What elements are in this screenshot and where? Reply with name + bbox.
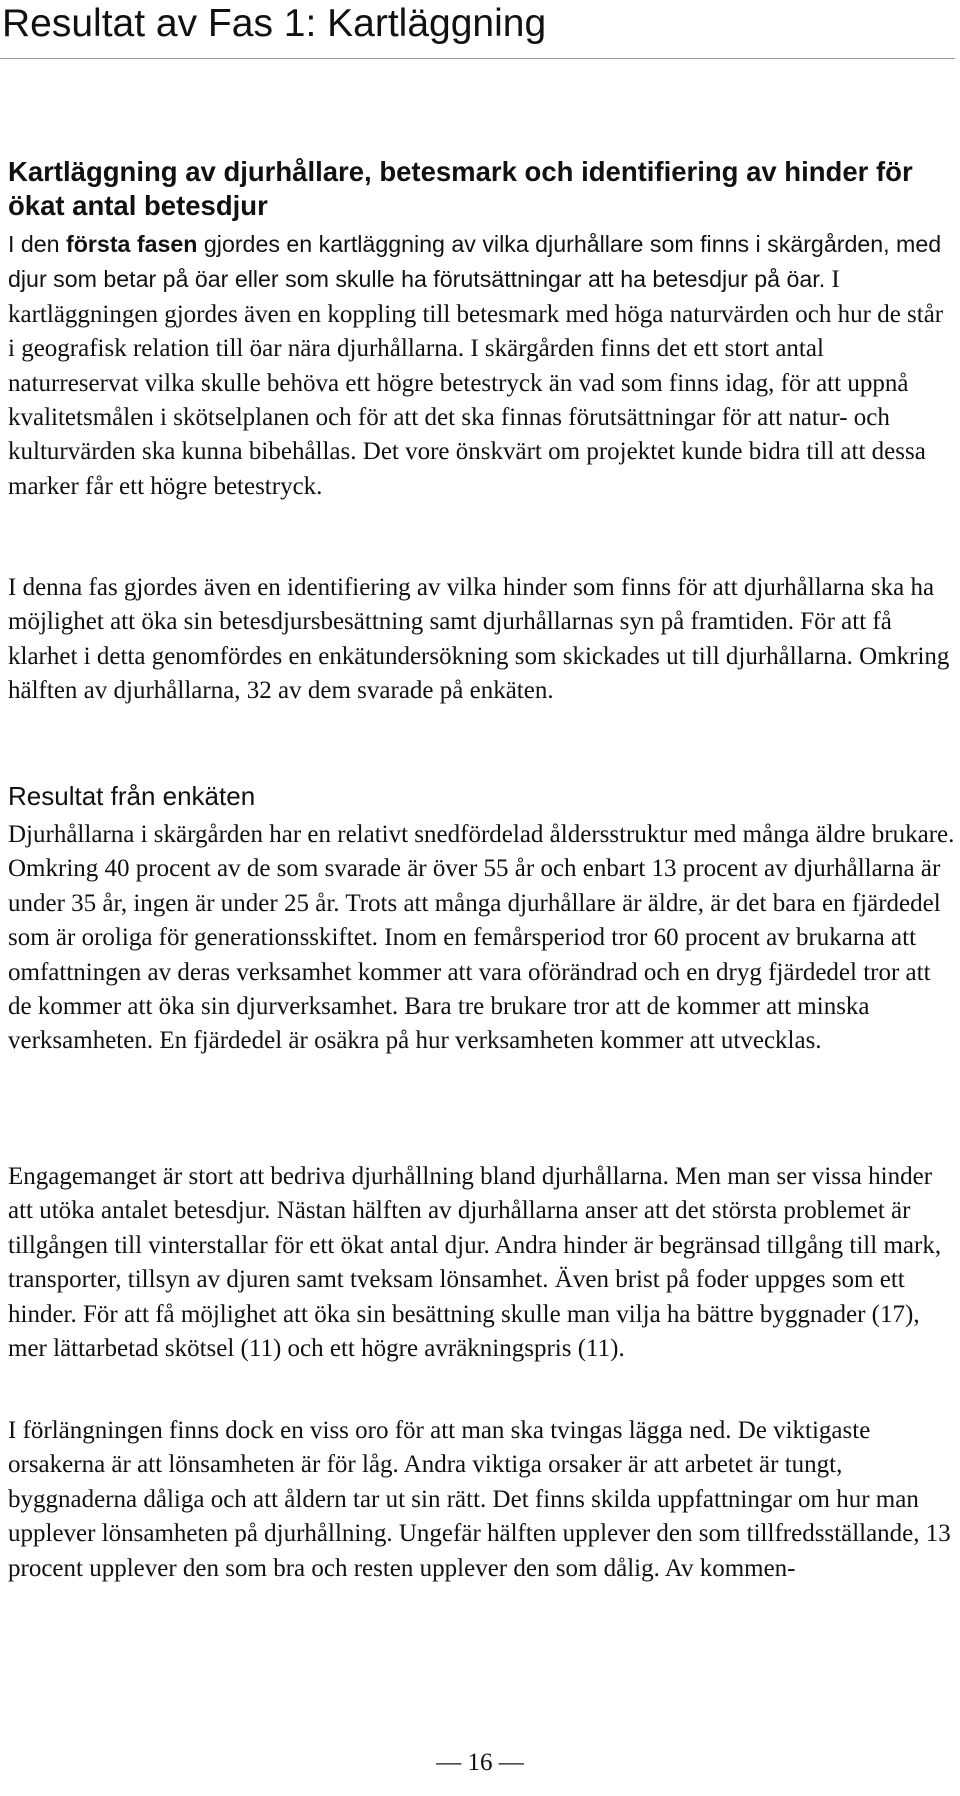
paragraph-1-emphasis: första fasen: [66, 231, 198, 257]
paragraph-2: I denna fas gjordes även en identifiering av vilka hinder som finns för att djurhållarna ska ha möjlighet att öka sin betesdjursbesättning samt djurhållarnas syn på framtiden. För att få klarhet i detta genomfördes en enkätundersökning som skickades ut till djurhållarna. Omkring hälften av djurhållarna, 32 av dem svarade på enkäten.: [8, 574, 950, 705]
paragraph-4: Engagemanget är stort att bedriva djurhållning bland djurhållarna. Men man ser vissa hinder att utöka antalet betesdjur. Nästan hälften av djurhållarna anser att det största problemet är tillgången till vinterstallar för ett ökat antal djur. Andra hinder är begränsad tillgång till mark, transporter, tillsyn av djuren samt tveksam lönsamhet. Även brist på foder uppges som ett hinder. För att få möjlighet att öka sin besättning skulle man vilja ha bättre byggnader (17), mer lättarbetad skötsel (11) och ett högre avräkningspris (11).: [8, 1163, 942, 1363]
page-title: Resultat av Fas 1: Kartläggning: [2, 2, 547, 45]
title-divider: [0, 58, 955, 59]
subheading-survey-results: Resultat från enkäten: [8, 781, 256, 811]
paragraph-1-lead: I den: [8, 231, 67, 257]
paragraph-1: [8, 227, 956, 504]
paragraph-1-serif-text: I kartläggningen gjordes även en koppling till betesmark med höga naturvärden och hur de står i geografisk relation till öar nära djurhållarna. I skärgården finns det ett stort antal naturreservat vilka skulle behöva ett högre betestryck än vad som finns idag, för att uppnå kvalitetsmålen i skötselplanen och för att det ska finnas förutsättningar för att natur- och kulturvärden ska kunna bibehållas. Det vore önskvärt om projektet kunde bidra till att dessa marker får ett högre betestryck.: [8, 266, 944, 500]
paragraph-1-sans-text: gjordes en kartläggning av vilka djurhållare som finns i skärgården, med djur som betar på öar eller som skulle ha förutsättningar att ha betesdjur på öar.: [8, 231, 942, 293]
section-heading: Kartläggning av djurhållare, betesmark och identifiering av hinder för ökat antal betesdjur: [8, 156, 913, 221]
page-number: — 16 —: [436, 1749, 524, 1776]
paragraph-3: Djurhållarna i skärgården har en relativt snedfördelad åldersstruktur med många äldre brukare. Omkring 40 procent av de som svarade är över 55 år och enbart 13 procent av djurhållarna är under 35 år, ingen är under 25 år. Trots att många djurhållare är äldre, är det bara en fjärdedel som är oroliga för generationsskiftet. Inom en femårsperiod tror 60 procent av brukarna att omfattningen av deras verksamhet kommer att vara oförändrad och en dryg fjärdedel tror att de kommer att öka sin djurverksamhet. Bara tre brukare tror att de kommer att minska verksamheten. En fjärdedel är osäkra på hur verksamheten kommer att utvecklas.: [8, 821, 955, 1055]
paragraph-5: I förlängningen finns dock en viss oro för att man ska tvingas lägga ned. De viktigaste orsakerna är att lönsamheten är för låg. Andra viktiga orsaker är att arbetet är tungt, byggnaderna dåliga och att åldern tar ut sin rätt. Det finns skilda uppfattningar om hur man upplever lönsamheten på djurhållning. Ungefär hälften upplever den som tillfredsställande, 13 procent upplever den som bra och resten upplever den som dålig. Av kommen-: [8, 1417, 951, 1582]
